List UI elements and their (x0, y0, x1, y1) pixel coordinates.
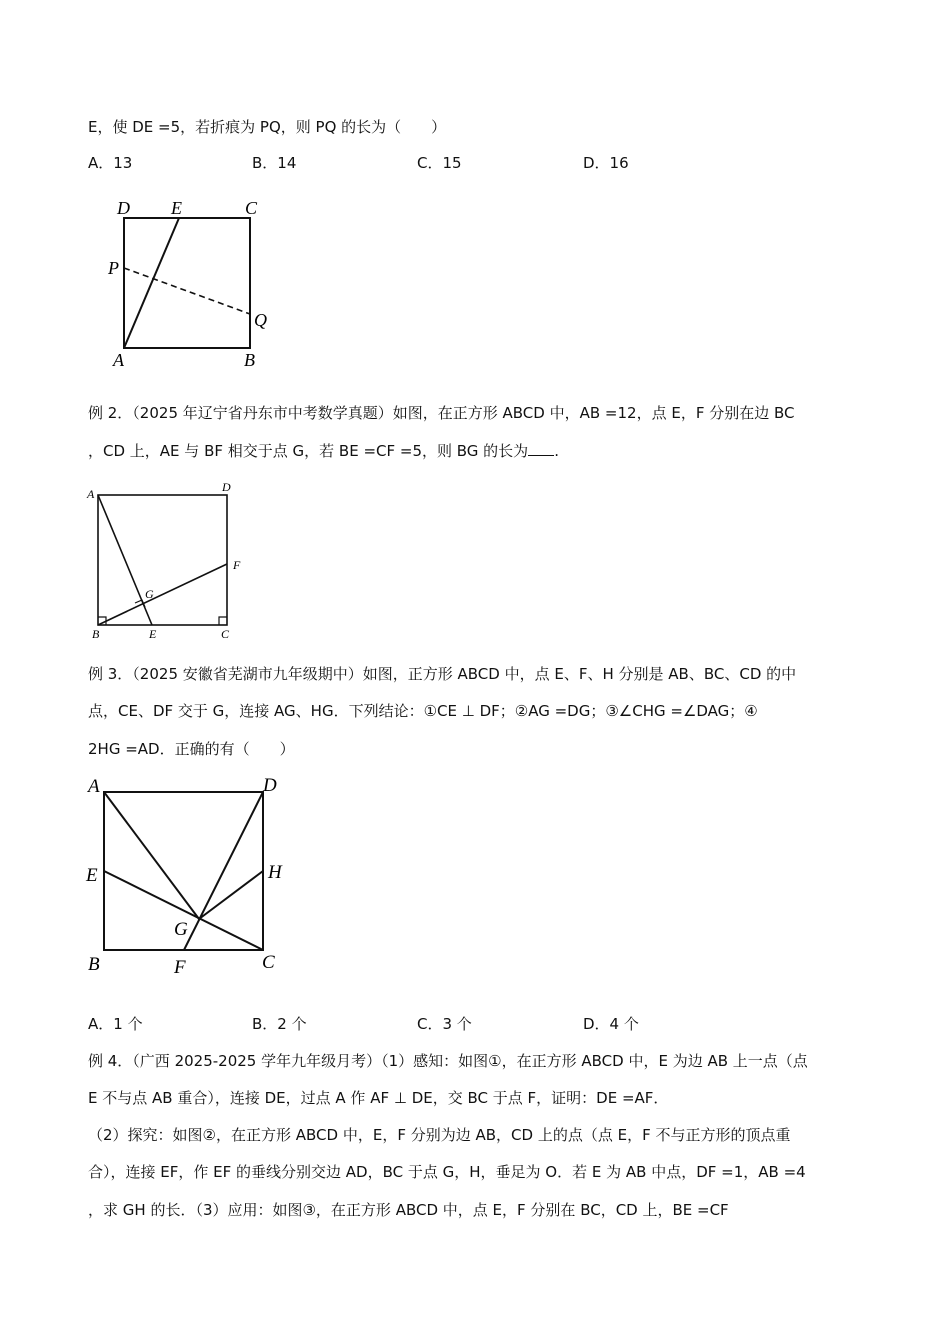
q1-label-b: B (244, 350, 255, 370)
q1-option-b: B．14 (252, 154, 297, 172)
ex3-label-b: B (88, 954, 100, 975)
ex3-label-c: C (262, 952, 275, 973)
ex3-option-c: C．3 个 (417, 1015, 472, 1033)
ex3-label-f: F (174, 957, 186, 978)
ex3-stem-line2: 点，CE、DF 交于 G，连接 AG、HG．下列结论：①CE ⊥ DF；②AG =DG；③∠CHG =∠DAG；④ (88, 702, 758, 720)
q1-label-p: P (108, 258, 119, 278)
ex2-label-f: F (233, 558, 241, 572)
ex2-stem-end: . (554, 442, 559, 460)
ex2-label-b: B (92, 627, 100, 641)
ex3-segment-ag (104, 792, 199, 919)
ex2-label-d: D (222, 480, 231, 494)
ex4-stem-line1: 例 4．（广西 2025-2025 学年九年级月考）（1）感知：如图①，在正方形 ABCD 中，E 为边 AB 上一点（点 (88, 1052, 808, 1070)
ex3-segment-hg (199, 871, 263, 919)
ex3-label-e: E (86, 865, 98, 886)
ex2-label-e: E (149, 627, 157, 641)
q1-option-c: C．15 (417, 154, 462, 172)
ex3-option-b: B．2 个 (252, 1015, 307, 1033)
q1-label-e: E (171, 198, 182, 218)
ex2-label-g: G (145, 587, 154, 601)
ex2-stem-line1: 例 2．（2025 年辽宁省丹东市中考数学真题）如图，在正方形 ABCD 中，AB =12，点 E，F 分别在边 BC (88, 404, 795, 422)
ex4-stem-line2: E 不与点 AB 重合），连接 DE，过点 A 作 AF ⊥ DE，交 BC 于点 F，证明：DE =AF． (88, 1089, 669, 1107)
ex3-label-d: D (263, 775, 277, 796)
ex3-option-a: A．1 个 (88, 1015, 143, 1033)
ex3-label-g: G (174, 919, 188, 940)
q1-option-a: A．13 (88, 154, 133, 172)
ex2-label-c: C (221, 627, 230, 641)
ex3-stem-line3: 2HG =AD．正确的有（ ） (88, 740, 295, 758)
q1-label-a: A (113, 350, 124, 370)
ex3-stem-line1: 例 3．（2025 安徽省芜湖市九年级期中）如图，正方形 ABCD 中，点 E、F、H 分别是 AB、BC、CD 的中 (88, 665, 797, 683)
ex3-segment-df (184, 792, 263, 950)
ex3-option-d: D．4 个 (583, 1015, 639, 1033)
ex2-label-a: A (87, 487, 95, 501)
q1-label-c: C (245, 198, 258, 218)
q1-label-d: D (117, 198, 130, 218)
ex2-stem-text: ，CD 上，AE 与 BF 相交于点 G，若 BE =CF =5，则 BG 的长为 (88, 442, 529, 460)
q1-stem-line: E，使 DE =5，若折痕为 PQ，则 PQ 的长为（ ） (88, 118, 447, 136)
ex4-stem-line5: ，求 GH 的长．（3）应用：如图③，在正方形 ABCD 中，点 E，F 分别在 BC，CD 上，BE =CF (88, 1201, 729, 1219)
q1-label-q: Q (254, 310, 267, 330)
q1-option-d: D．16 (583, 154, 629, 172)
ex3-label-a: A (88, 776, 100, 797)
ex3-label-h: H (268, 862, 282, 883)
ex4-stem-line4: 合），连接 EF，作 EF 的垂线分别交边 AD，BC 于点 G，H，垂足为 O．若 E 为 AB 中点，DF =1，AB =4 (88, 1163, 806, 1181)
ex4-stem-line3: （2）探究：如图②，在正方形 ABCD 中，E，F 分别为边 AB，CD 上的点（点 E，F 不与正方形的顶点重 (88, 1126, 791, 1144)
